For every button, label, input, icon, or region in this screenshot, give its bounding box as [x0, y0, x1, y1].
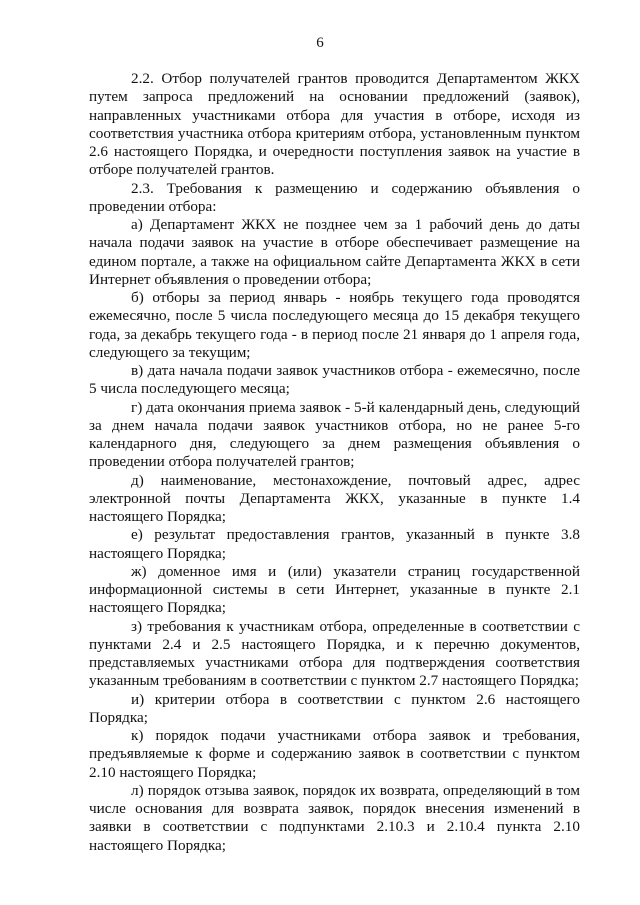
list-item-v: в) дата начала подачи заявок участников отбора - ежемесячно, после 5 числа последующего месяца;	[89, 362, 580, 398]
list-item-i: и) критерии отбора в соответствии с пунктом 2.6 настоящего Порядка;	[89, 690, 580, 726]
document-body	[89, 70, 580, 855]
list-item-e: е) результат предоставления грантов, указанный в пункте 3.8 настоящего Порядка;	[89, 526, 580, 562]
list-item-d: д) наименование, местонахождение, почтовый адрес, адрес электронной почты Департамента ЖКХ, указанные в пункте 1.4 настоящего Порядка;	[89, 471, 580, 525]
paragraph-2-3: 2.3. Требования к размещению и содержанию объявления о проведении отбора:	[89, 179, 580, 215]
list-item-k: к) порядок подачи участниками отбора заявок и требования, предъявляемые к форме и содержанию заявок в соответствии с пунктом 2.10 настоящего Порядка;	[89, 727, 580, 781]
list-item-g: г) дата окончания приема заявок - 5-й календарный день, следующий за днем начала подачи заявок участников отбора, но не ранее 5-го календарного дня, следующего за днем размещения объявления о проведении отбора получателей грантов;	[89, 398, 580, 471]
list-item-z: з) требования к участникам отбора, определенные в соответствии с пунктами 2.4 и 2.5 настоящего Порядка, и к перечню документов, представляемых участниками отбора для подтверждения соответствия указанным требованиям в соответствии с пунктом 2.7 настоящего Порядка;	[89, 617, 580, 690]
list-item-a: а) Департамент ЖКХ не позднее чем за 1 рабочий день до даты начала подачи заявок на участие в отборе обеспечивает размещение на едином портале, а также на официальном сайте Департамента ЖКХ в сети Интернет объявления о проведении отбора;	[89, 216, 580, 288]
list-item-b: б) отборы за период январь - ноябрь текущего года проводятся ежемесячно, после 5 числа последующего месяца до 15 декабря текущего года, за декабрь текущего года - в период после 21 января до 1 апреля года, следующего за текущим;	[89, 289, 580, 361]
paragraph-2-2: 2.2. Отбор получателей грантов проводится Департаментом ЖКХ путем запроса предложений на основании предложений (заявок), направленных участниками отбора для участия в отборе, исходя из соответствия участника отбора критериям отбора, установленным пунктом 2.6 настоящего Порядка, и очередности поступления заявок на участие в отборе получателей грантов.	[89, 70, 580, 179]
list-item-l: л) порядок отзыва заявок, порядок их возврата, определяющий в том числе основания для возврата заявок, порядок внесения изменений в заявки в соответствии с подпунктами 2.10.3 и 2.10.4 пункта 2.10 настоящего Порядка;	[89, 781, 580, 854]
list-item-zh: ж) доменное имя и (или) указатели страниц государственной информационной системы в сети Интернет, указанные в пункте 2.1 настоящего Порядка;	[89, 562, 580, 617]
page-number: 6	[316, 35, 324, 51]
